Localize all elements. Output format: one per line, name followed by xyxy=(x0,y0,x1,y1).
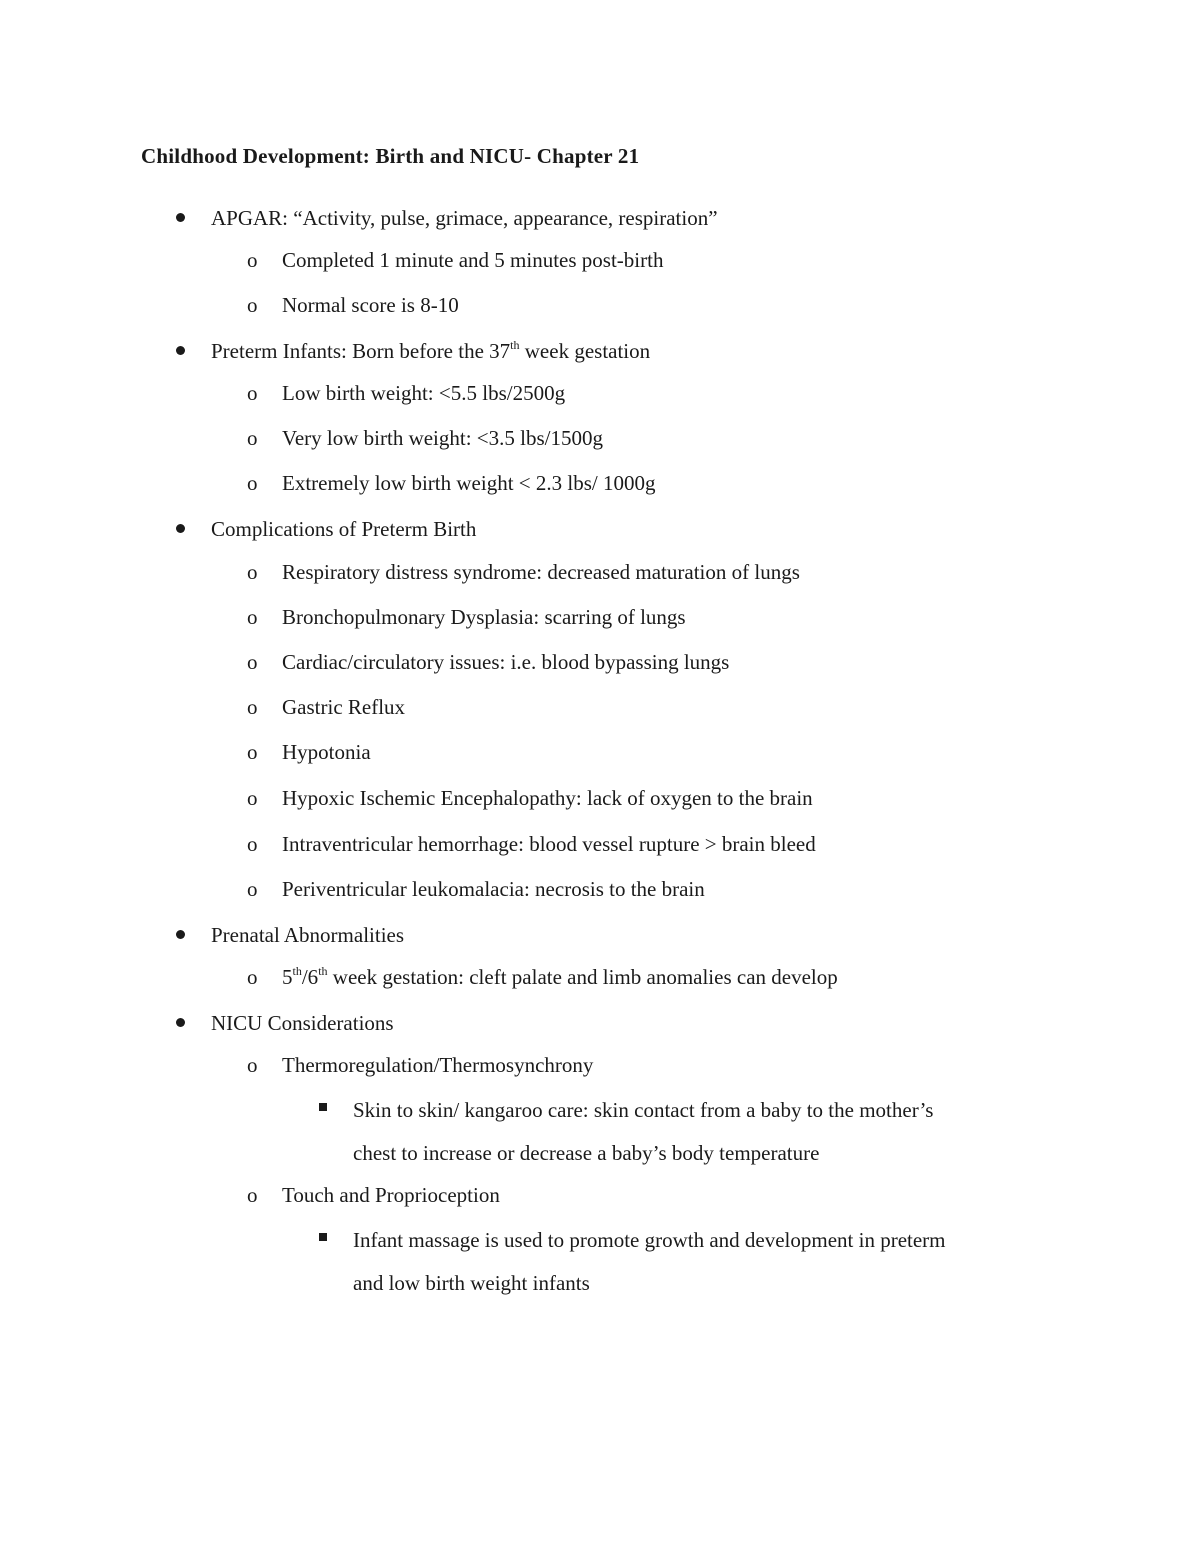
list-item-preterm xyxy=(211,337,650,365)
sub-item-thermoregulation: Thermoregulation/Thermosynchrony xyxy=(282,1053,594,1077)
sub-item-touch: Touch and Proprioception xyxy=(282,1183,500,1207)
sub-bullet-marker: o xyxy=(247,605,258,629)
bullet-marker xyxy=(176,524,185,533)
sub-bullet-marker: o xyxy=(247,832,258,856)
sub-item-respiratory: Respiratory distress syndrome: decreased maturation of lungs xyxy=(282,560,800,584)
square-bullet-marker xyxy=(319,1103,327,1111)
bullet-marker xyxy=(176,346,185,355)
preterm-superscript: th xyxy=(510,338,520,352)
list-item-apgar: APGAR: “Activity, pulse, grimace, appearance, respiration” xyxy=(211,206,718,230)
sub-item-gastric: Gastric Reflux xyxy=(282,695,406,719)
gestation-text: week gestation: cleft palate and limb anomalies can develop xyxy=(327,965,838,989)
sub-bullet-marker: o xyxy=(247,965,258,989)
list-item-nicu: NICU Considerations xyxy=(211,1011,394,1035)
sub-sub-item-massage-continued: and low birth weight infants xyxy=(353,1271,590,1295)
gestation-superscript: th xyxy=(318,964,328,978)
preterm-text: Preterm Infants: Born before the 37 xyxy=(211,339,511,363)
list-item-complications: Complications of Preterm Birth xyxy=(211,517,477,541)
sub-bullet-marker: o xyxy=(247,1053,258,1077)
sub-item-intraventricular: Intraventricular hemorrhage: blood vessel rupture > brain bleed xyxy=(282,832,816,856)
sub-item-hypotonia: Hypotonia xyxy=(282,740,371,764)
sub-item-cardiac: Cardiac/circulatory issues: i.e. blood bypassing lungs xyxy=(282,650,730,674)
sub-item-extremely-low-birth-weight: Extremely low birth weight < 2.3 lbs/ 1000g xyxy=(282,471,656,495)
sub-sub-item-massage: Infant massage is used to promote growth and development in preterm xyxy=(353,1228,946,1252)
sub-item-low-birth-weight: Low birth weight: <5.5 lbs/2500g xyxy=(282,381,566,405)
sub-bullet-marker: o xyxy=(247,1183,258,1207)
gestation-superscript: th xyxy=(292,964,302,978)
sub-bullet-marker: o xyxy=(247,471,258,495)
bullet-marker xyxy=(176,1018,185,1027)
sub-bullet-marker: o xyxy=(247,248,258,272)
sub-item-apgar-completed: Completed 1 minute and 5 minutes post-birth xyxy=(282,248,664,272)
sub-sub-item-skin-to-skin: Skin to skin/ kangaroo care: skin contact from a baby to the mother’s xyxy=(353,1098,934,1122)
sub-bullet-marker: o xyxy=(247,877,258,901)
list-item-prenatal: Prenatal Abnormalities xyxy=(211,923,405,947)
sub-bullet-marker: o xyxy=(247,381,258,405)
bullet-marker xyxy=(176,213,185,222)
sub-bullet-marker: o xyxy=(247,293,258,317)
sub-bullet-marker: o xyxy=(247,695,258,719)
sub-bullet-marker: o xyxy=(247,650,258,674)
sub-item-gestation xyxy=(282,963,838,991)
preterm-text-end: week gestation xyxy=(519,339,651,363)
sub-item-bronchopulmonary: Bronchopulmonary Dysplasia: scarring of lungs xyxy=(282,605,686,629)
sub-item-hypoxic: Hypoxic Ischemic Encephalopathy: lack of oxygen to the brain xyxy=(282,786,813,810)
gestation-slash: /6 xyxy=(301,965,319,989)
bullet-marker xyxy=(176,930,185,939)
sub-item-periventricular: Periventricular leukomalacia: necrosis to the brain xyxy=(282,877,705,901)
sub-item-very-low-birth-weight: Very low birth weight: <3.5 lbs/1500g xyxy=(282,426,603,450)
sub-bullet-marker: o xyxy=(247,560,258,584)
square-bullet-marker xyxy=(319,1233,327,1241)
sub-sub-item-skin-to-skin-continued: chest to increase or decrease a baby’s body temperature xyxy=(353,1141,820,1165)
sub-bullet-marker: o xyxy=(247,426,258,450)
sub-bullet-marker: o xyxy=(247,740,258,764)
document-title: Childhood Development: Birth and NICU- Chapter 21 xyxy=(141,144,640,168)
sub-item-apgar-normal: Normal score is 8-10 xyxy=(282,293,459,317)
gestation-number: 5 xyxy=(282,965,293,989)
sub-bullet-marker: o xyxy=(247,786,258,810)
